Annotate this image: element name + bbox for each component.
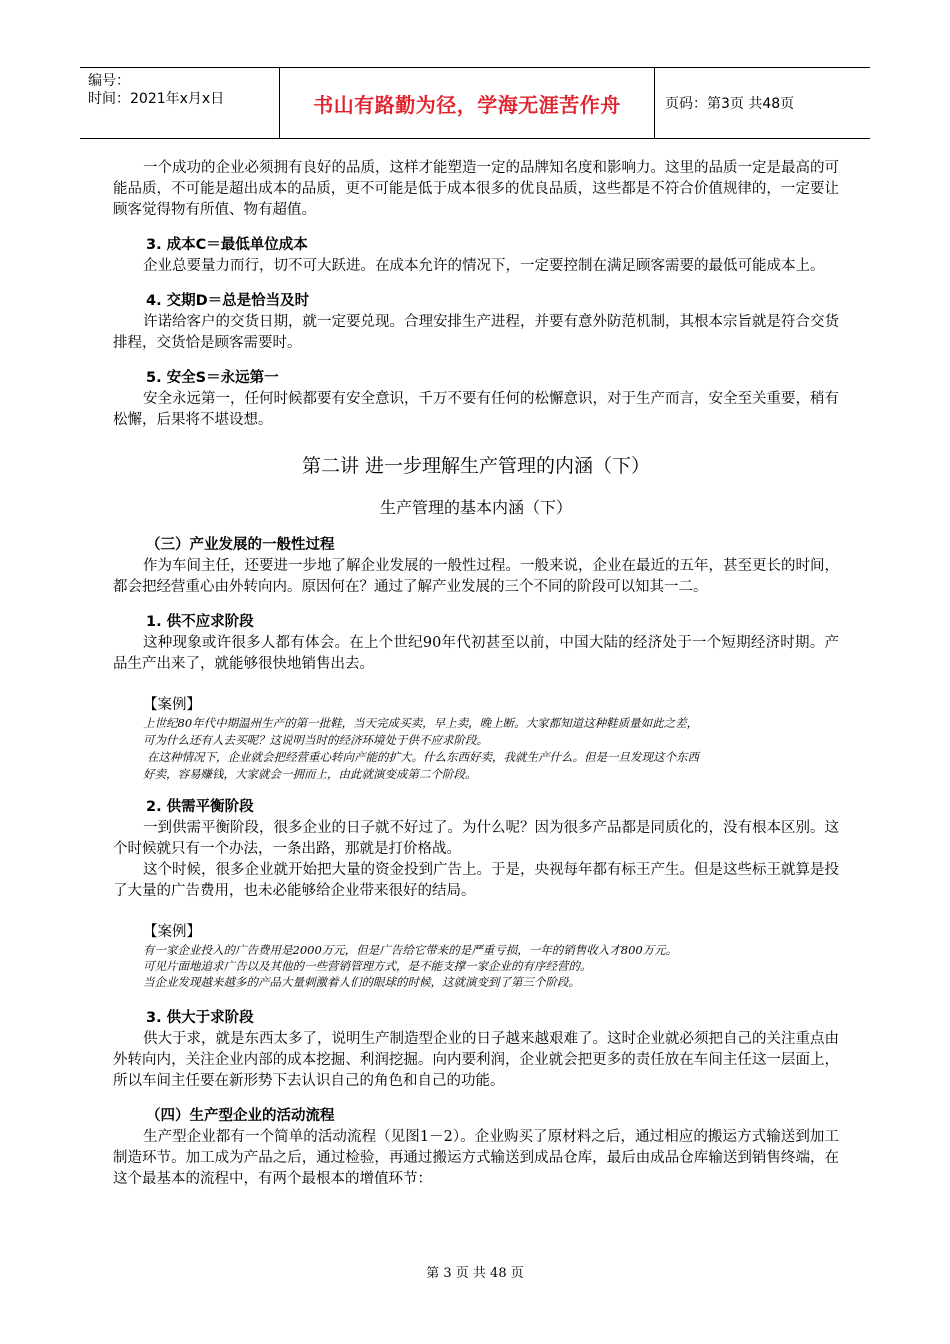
stage2-text-2: 这个时候，很多企业就开始把大量的资金投到广告上。于是，央视每年都有标王产生。但是这些标王就算是投了大量的广告费用，也未必能够给企业带来很好的结局。 bbox=[113, 862, 839, 899]
stage2-case-label: 【案例】 bbox=[143, 924, 201, 940]
stage2-case-line: 有一家企业投入的广告费用是2000万元，但是广告给它带来的是严重亏损，一年的销售收入才800万元。 bbox=[143, 943, 678, 957]
intro-paragraph: 一个成功的企业必须拥有良好的品质，这样才能塑造一定的品牌知名度和影响力。这里的品质一定是最高的可能品质，不可能是超出成本的品质，更不可能是低于成本很多的优良品质，这些都是不符合价值规律的，一定要让顾客觉得物有所值、物有超值。 bbox=[113, 160, 839, 218]
part4-heading: （四）生产型企业的活动流程 bbox=[146, 1108, 335, 1124]
lecture-title: 第二讲 进一步理解生产管理的内涵（下） bbox=[301, 455, 651, 477]
section-heading-cost: 3. 成本C＝最低单位成本 bbox=[146, 237, 308, 253]
part3-heading: （三）产业发展的一般性过程 bbox=[146, 537, 335, 553]
stage2-text-1: 一到供需平衡阶段，很多企业的日子就不好过了。为什么呢？因为很多产品都是同质化的，没有根本区别。这个时候就只有一个办法，一条出路，那就是打价格战。 bbox=[113, 820, 839, 857]
stage2-heading: 2. 供需平衡阶段 bbox=[146, 799, 254, 815]
stage1-case-label: 【案例】 bbox=[143, 697, 201, 713]
stage1-case-line: 上世纪80年代中期温州生产的第一批鞋，当天完成买卖，早上卖，晚上断。大家都知道这种鞋质量如此之差， bbox=[143, 716, 699, 730]
part4-text: 生产型企业都有一个简单的活动流程（见图1－2）。企业购买了原材料之后，通过相应的搬运方式输送到加工制造环节。加工成为产品之后，通过检验，再通过搬运方式输送到成品仓库，最后由成品仓库输送到销售终端，在这个最基本的流程中，有两个最根本的增值环节： bbox=[113, 1129, 839, 1187]
section-text-cost: 企业总要量力而行，切不可大跃进。在成本允许的情况下，一定要控制在满足顾客需要的最低可能成本上。 bbox=[143, 258, 825, 274]
page-footer: 第 3 页 共 48 页 bbox=[426, 1266, 524, 1281]
document-number-label: 编号： bbox=[88, 73, 130, 89]
stage1-case-line: 好卖，容易赚钱，大家就会一拥而上，由此就演变成第二个阶段。 bbox=[143, 767, 477, 781]
document-date: 时间：2021年x月x日 bbox=[88, 91, 225, 107]
stage3-heading: 3. 供大于求阶段 bbox=[146, 1010, 254, 1026]
stage3-text: 供大于求，就是东西太多了，说明生产制造型企业的日子越来越艰难了。这时企业就必须把自己的关注重点由外转向内，关注企业内部的成本挖掘、利润挖掘。向内要利润，企业就会把更多的责任放在车间主任这一层面上，所以车间主任要在新形势下去认识自己的角色和自己的功能。 bbox=[113, 1031, 839, 1089]
section-text-safety: 安全永远第一，任何时候都要有安全意识，千万不要有任何的松懈意识，对于生产而言，安全至关重要，稍有松懈，后果将不堪设想。 bbox=[113, 391, 839, 428]
stage2-case-line: 可见片面地追求广告以及其他的一些营销管理方式，是不能支撑一家企业的有序经营的。 bbox=[143, 959, 592, 973]
stage2-case-line: 当企业发现越来越多的产品大量刺激着人们的眼球的时候，这就演变到了第三个阶段。 bbox=[143, 975, 580, 989]
document-body bbox=[113, 158, 839, 1190]
stage1-case-line: 在这种情况下，企业就会把经营重心转向产能的扩大。什么东西好卖，我就生产什么。但是一旦发现这个东西 bbox=[147, 750, 699, 764]
stage1-case-line: 可为什么还有人去买呢？这说明当时的经济环境处于供不应求阶段。 bbox=[143, 733, 488, 747]
section-text-delivery: 许诺给客户的交货日期，就一定要兑现。合理安排生产进程，并要有意外防范机制，其根本宗旨就是符合交货排程，交货恰是顾客需要时。 bbox=[113, 314, 839, 351]
page-header bbox=[80, 67, 870, 139]
lecture-subtitle: 生产管理的基本内涵（下） bbox=[379, 498, 572, 517]
section-heading-safety: 5. 安全S＝永远第一 bbox=[146, 370, 279, 386]
header-page-info: 页码：第3页 共48页 bbox=[665, 96, 795, 112]
stage1-heading: 1. 供不应求阶段 bbox=[146, 614, 254, 630]
stage1-text: 这种现象或许很多人都有体会。在上个世纪90年代初甚至以前，中国大陆的经济处于一个短期经济时期。产品生产出来了，就能够很快地销售出去。 bbox=[113, 635, 839, 672]
header-motto: 书山有路勤为径，学海无涯苦作舟 bbox=[280, 68, 655, 138]
section-heading-delivery: 4. 交期D＝总是恰当及时 bbox=[146, 293, 310, 309]
part3-text: 作为车间主任，还要进一步地了解企业发展的一般性过程。一般来说，企业在最近的五年，甚至更长的时间，都会把经营重心由外转向内。原因何在？通过了解产业发展的三个不同的阶段可以知其一二。 bbox=[113, 558, 839, 595]
header-meta bbox=[80, 68, 280, 138]
